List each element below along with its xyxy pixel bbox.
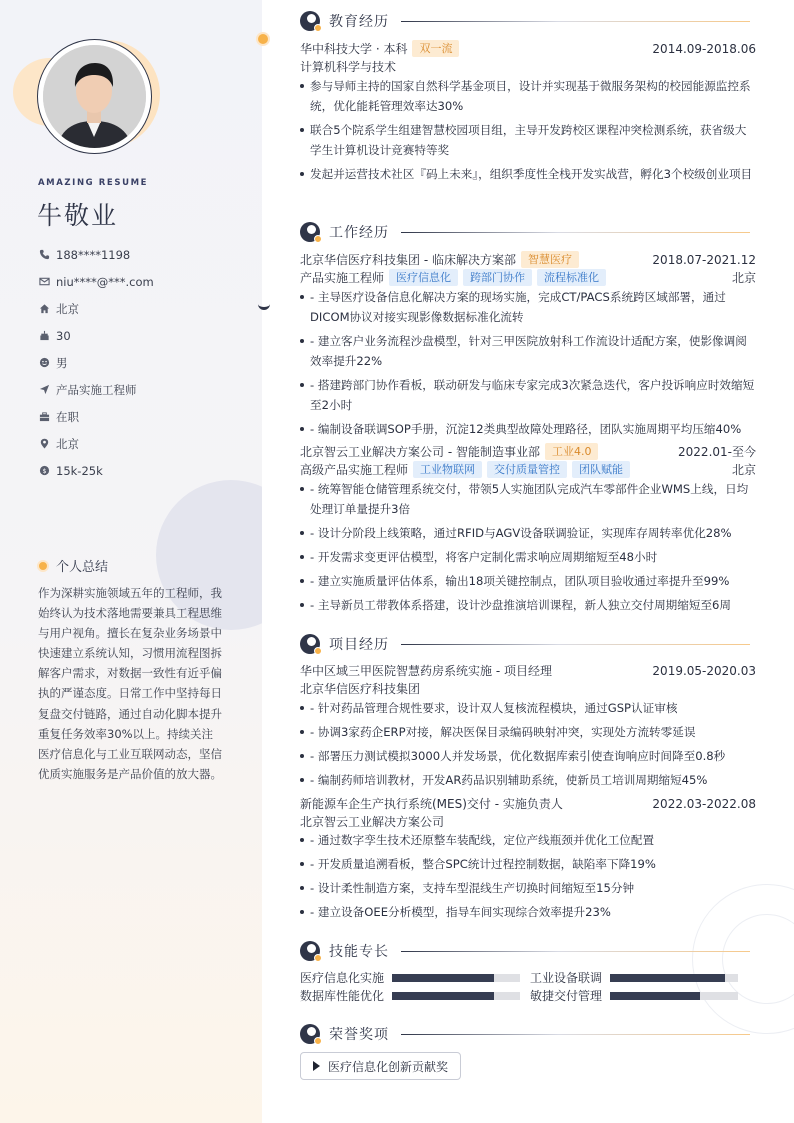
info-text: 北京 xyxy=(56,436,79,451)
list-item: - 建立客户业务流程沙盘模型，针对三甲医院放射科工作流设计适配方案，使影像调阅效率提升22% xyxy=(300,331,756,371)
major-row xyxy=(300,58,756,75)
job-row xyxy=(300,251,756,268)
info-email xyxy=(38,268,154,295)
project-name: 新能源车企生产执行系统(MES)交付 - 实施负责人 xyxy=(300,797,563,811)
list-item: - 主导医疗设备信息化解决方案的现场实施，完成CT/PACS系统跨区域部署，通过DICOM协议对接实现影像数据标准化流转 xyxy=(300,287,756,327)
school-tag: 双一流 xyxy=(412,40,459,57)
skill-name: 工业设备联调 xyxy=(530,971,603,985)
list-item: - 针对药品管理合规性要求，设计双人复核流程模块，通过GSP认证审核 xyxy=(300,698,756,718)
project-date: 2022.03-2022.08 xyxy=(652,796,756,811)
section-icon xyxy=(300,1024,320,1044)
company-name: 北京智云工业解决方案公司 - 智能制造事业部 xyxy=(300,445,540,459)
job-date: 2022.01-至今 xyxy=(678,445,756,459)
education-date: 2014.09-2018.06 xyxy=(652,41,756,56)
job-city: 北京 xyxy=(731,463,756,477)
company-tag: 工业4.0 xyxy=(545,443,599,460)
info-status xyxy=(38,403,154,430)
list-item: - 协调3家药企ERP对接，解决医保目录编码映射冲突，实现处方流转零延误 xyxy=(300,722,756,742)
skill-tag: 流程标准化 xyxy=(537,269,606,286)
skill-bar-fill xyxy=(392,992,494,1000)
salary-icon xyxy=(38,465,50,477)
job-bullets xyxy=(300,287,756,439)
project-org: 北京智云工业解决方案公司 xyxy=(300,815,445,829)
section-title: 工作经历 xyxy=(329,225,389,241)
section-title: 技能专长 xyxy=(329,944,389,960)
avatar xyxy=(43,45,146,148)
info-text: 在职 xyxy=(56,409,79,424)
skill-item xyxy=(300,987,520,1004)
skill-tag: 跨部门协作 xyxy=(463,269,532,286)
info-text: 男 xyxy=(56,355,68,370)
role-row xyxy=(300,269,756,286)
skill-bar-fill xyxy=(610,992,700,1000)
sidebar xyxy=(0,0,262,1123)
section-divider xyxy=(401,1034,750,1035)
education-row xyxy=(300,40,756,57)
info-job xyxy=(38,376,154,403)
section-icon xyxy=(300,222,320,242)
avatar-frame xyxy=(37,39,152,154)
list-item: - 部署压力测试模拟3000人并发场景，优化数据库索引使查询响应时间降至0.8秒 xyxy=(300,746,756,766)
section-divider xyxy=(401,232,750,233)
project-org-row xyxy=(300,680,756,697)
skill-bar xyxy=(392,992,520,1000)
role: 产品实施工程师 xyxy=(300,271,385,285)
project-date: 2019.05-2020.03 xyxy=(652,663,756,678)
play-triangle-icon xyxy=(313,1061,320,1071)
list-item: - 主导新员工带教体系搭建，设计沙盘推演培训课程，新人独立交付周期缩短至6周 xyxy=(300,595,756,615)
list-item: - 编制药师培训教材，开发AR药品识别辅助系统，使新员工培训周期缩短45% xyxy=(300,770,756,790)
job-bullets xyxy=(300,479,756,615)
education-bullets xyxy=(300,76,756,184)
list-item: 参与导师主持的国家自然科学基金项目，设计并实现基于微服务架构的校园能源监控系统，优化能耗管理效率达30% xyxy=(300,76,756,116)
list-item: - 建立设备OEE分析模型，指导车间实现综合效率提升23% xyxy=(300,902,756,922)
job-date: 2018.07-2021.12 xyxy=(652,252,756,267)
list-item: 联合5个院系学生组建智慧校园项目组，主导开发跨校区课程冲突检测系统，获省级大学生计算机设计竞赛特等奖 xyxy=(300,120,756,160)
section-title: 教育经历 xyxy=(329,14,389,30)
gender-icon xyxy=(38,357,50,369)
summary-text: 作为深耕实施领域五年的工程师，我始终认为技术落地需要兼具工程思维与用户视角。擅长在复杂业务场景中快速建立系统认知，习惯用流程图拆解客户需求，对数据一致性有近乎偏执的严谨态度。日常工作中坚持每日复盘交付链路，通过自动化脚本提升重复任务效率30%以上。持续关注医疗信息化与工业互联网动态，坚信优质实施服务是产品价值的放大器。 xyxy=(38,586,222,781)
cake-icon xyxy=(38,330,50,342)
section-skills-header xyxy=(300,941,750,961)
section-icon xyxy=(300,11,320,31)
svg-text:$: $ xyxy=(41,466,47,475)
section-divider xyxy=(401,21,750,22)
section-education-header xyxy=(300,11,750,31)
project-bullets xyxy=(300,830,756,922)
skill-item xyxy=(530,969,738,986)
skill-name: 医疗信息化实施 xyxy=(300,971,385,985)
briefcase-icon xyxy=(38,411,50,423)
decorative-arc xyxy=(258,298,270,310)
section-work-header xyxy=(300,222,750,242)
info-hometown xyxy=(38,295,154,322)
job-city: 北京 xyxy=(731,271,756,285)
section-divider xyxy=(401,951,750,952)
project-row xyxy=(300,662,756,679)
skill-item xyxy=(530,987,738,1004)
role-row xyxy=(300,461,756,478)
skill-tag: 医疗信息化 xyxy=(389,269,458,286)
section-divider xyxy=(401,644,750,645)
job-row xyxy=(300,443,756,460)
project-name: 华中区域三甲医院智慧药房系统实施 - 项目经理 xyxy=(300,664,552,678)
section-icon xyxy=(300,941,320,961)
skill-bar-fill xyxy=(610,974,725,982)
info-text: 30 xyxy=(56,328,71,343)
skill-name: 数据库性能优化 xyxy=(300,989,385,1003)
list-item: - 开发需求变更评估模型，将客户定制化需求响应周期缩短至48小时 xyxy=(300,547,756,567)
project-bullets xyxy=(300,698,756,790)
info-location xyxy=(38,430,154,457)
award-name: 医疗信息化创新贡献奖 xyxy=(328,1059,449,1074)
section-title: 荣誉奖项 xyxy=(329,1027,389,1043)
list-item: - 设计分阶段上线策略，通过RFID与AGV设备联调验证，实现库存周转率优化28% xyxy=(300,523,756,543)
skill-bar xyxy=(610,974,738,982)
summary-title: 个人总结 xyxy=(56,560,109,575)
portrait-image xyxy=(43,45,146,148)
skill-tag: 团队赋能 xyxy=(572,461,630,478)
project-org-row xyxy=(300,813,756,830)
list-item: - 建立实施质量评估体系，输出18项关键控制点，团队项目验收通过率提升至99% xyxy=(300,571,756,591)
skill-bar xyxy=(392,974,520,982)
info-text: niu****@***.com xyxy=(56,274,154,289)
list-item: - 编制设备联调SOP手册，沉淀12类典型故障处理路径，团队实施周期平均压缩40% xyxy=(300,419,756,439)
decorative-dot xyxy=(256,32,270,46)
section-icon xyxy=(300,634,320,654)
company-tag: 智慧医疗 xyxy=(521,251,579,268)
school-name: 华中科技大学 · 本科 xyxy=(300,42,408,56)
project-org: 北京华信医疗科技集团 xyxy=(300,682,421,696)
list-item: - 设计柔性制造方案，支持车型混线生产切换时间缩短至15分钟 xyxy=(300,878,756,898)
contact-info-list xyxy=(38,241,154,484)
mail-icon xyxy=(38,276,50,288)
info-phone xyxy=(38,241,154,268)
send-icon xyxy=(38,384,50,396)
info-salary xyxy=(38,457,154,484)
company-name: 北京华信医疗科技集团 - 临床解决方案部 xyxy=(300,253,516,267)
skill-tag: 工业物联网 xyxy=(413,461,482,478)
skill-item xyxy=(300,969,520,986)
project-row xyxy=(300,795,756,812)
section-projects-header xyxy=(300,634,750,654)
list-item: - 统筹智能仓储管理系统交付，带领5人实施团队完成汽车零部件企业WMS上线，日均处理订单量提升3倍 xyxy=(300,479,756,519)
list-item: - 开发质量追溯看板，整合SPC统计过程控制数据，缺陷率下降19% xyxy=(300,854,756,874)
info-text: 188****1198 xyxy=(56,247,131,262)
candidate-name: 牛敬业 xyxy=(37,201,119,230)
skill-bar xyxy=(610,992,738,1000)
role: 高级产品实施工程师 xyxy=(300,463,409,477)
home-icon xyxy=(38,303,50,315)
info-age xyxy=(38,322,154,349)
skill-name: 敏捷交付管理 xyxy=(530,989,603,1003)
award-badge xyxy=(300,1052,461,1080)
location-icon xyxy=(38,438,50,450)
brand-label: AMAZING RESUME xyxy=(38,178,149,188)
info-gender xyxy=(38,349,154,376)
skill-bar-fill xyxy=(392,974,494,982)
info-text: 产品实施工程师 xyxy=(56,382,137,397)
info-text: 北京 xyxy=(56,301,79,316)
section-title: 项目经历 xyxy=(329,637,389,653)
list-item: 发起并运营技术社区『码上未来』，组织季度性全栈开发实战营，孵化3个校级创业项目 xyxy=(300,164,756,184)
phone-icon xyxy=(38,249,50,261)
section-awards-header xyxy=(300,1024,750,1044)
major: 计算机科学与技术 xyxy=(300,60,397,74)
info-text: 15k-25k xyxy=(56,463,103,478)
list-item: - 通过数字孪生技术还原整车装配线，定位产线瓶颈并优化工位配置 xyxy=(300,830,756,850)
bullet-dot-icon xyxy=(37,560,49,572)
skill-tag: 交付质量管控 xyxy=(487,461,567,478)
summary-heading xyxy=(37,556,108,575)
list-item: - 搭建跨部门协作看板，联动研发与临床专家完成3次紧急迭代，客户投诉响应时效缩短至2小时 xyxy=(300,375,756,415)
